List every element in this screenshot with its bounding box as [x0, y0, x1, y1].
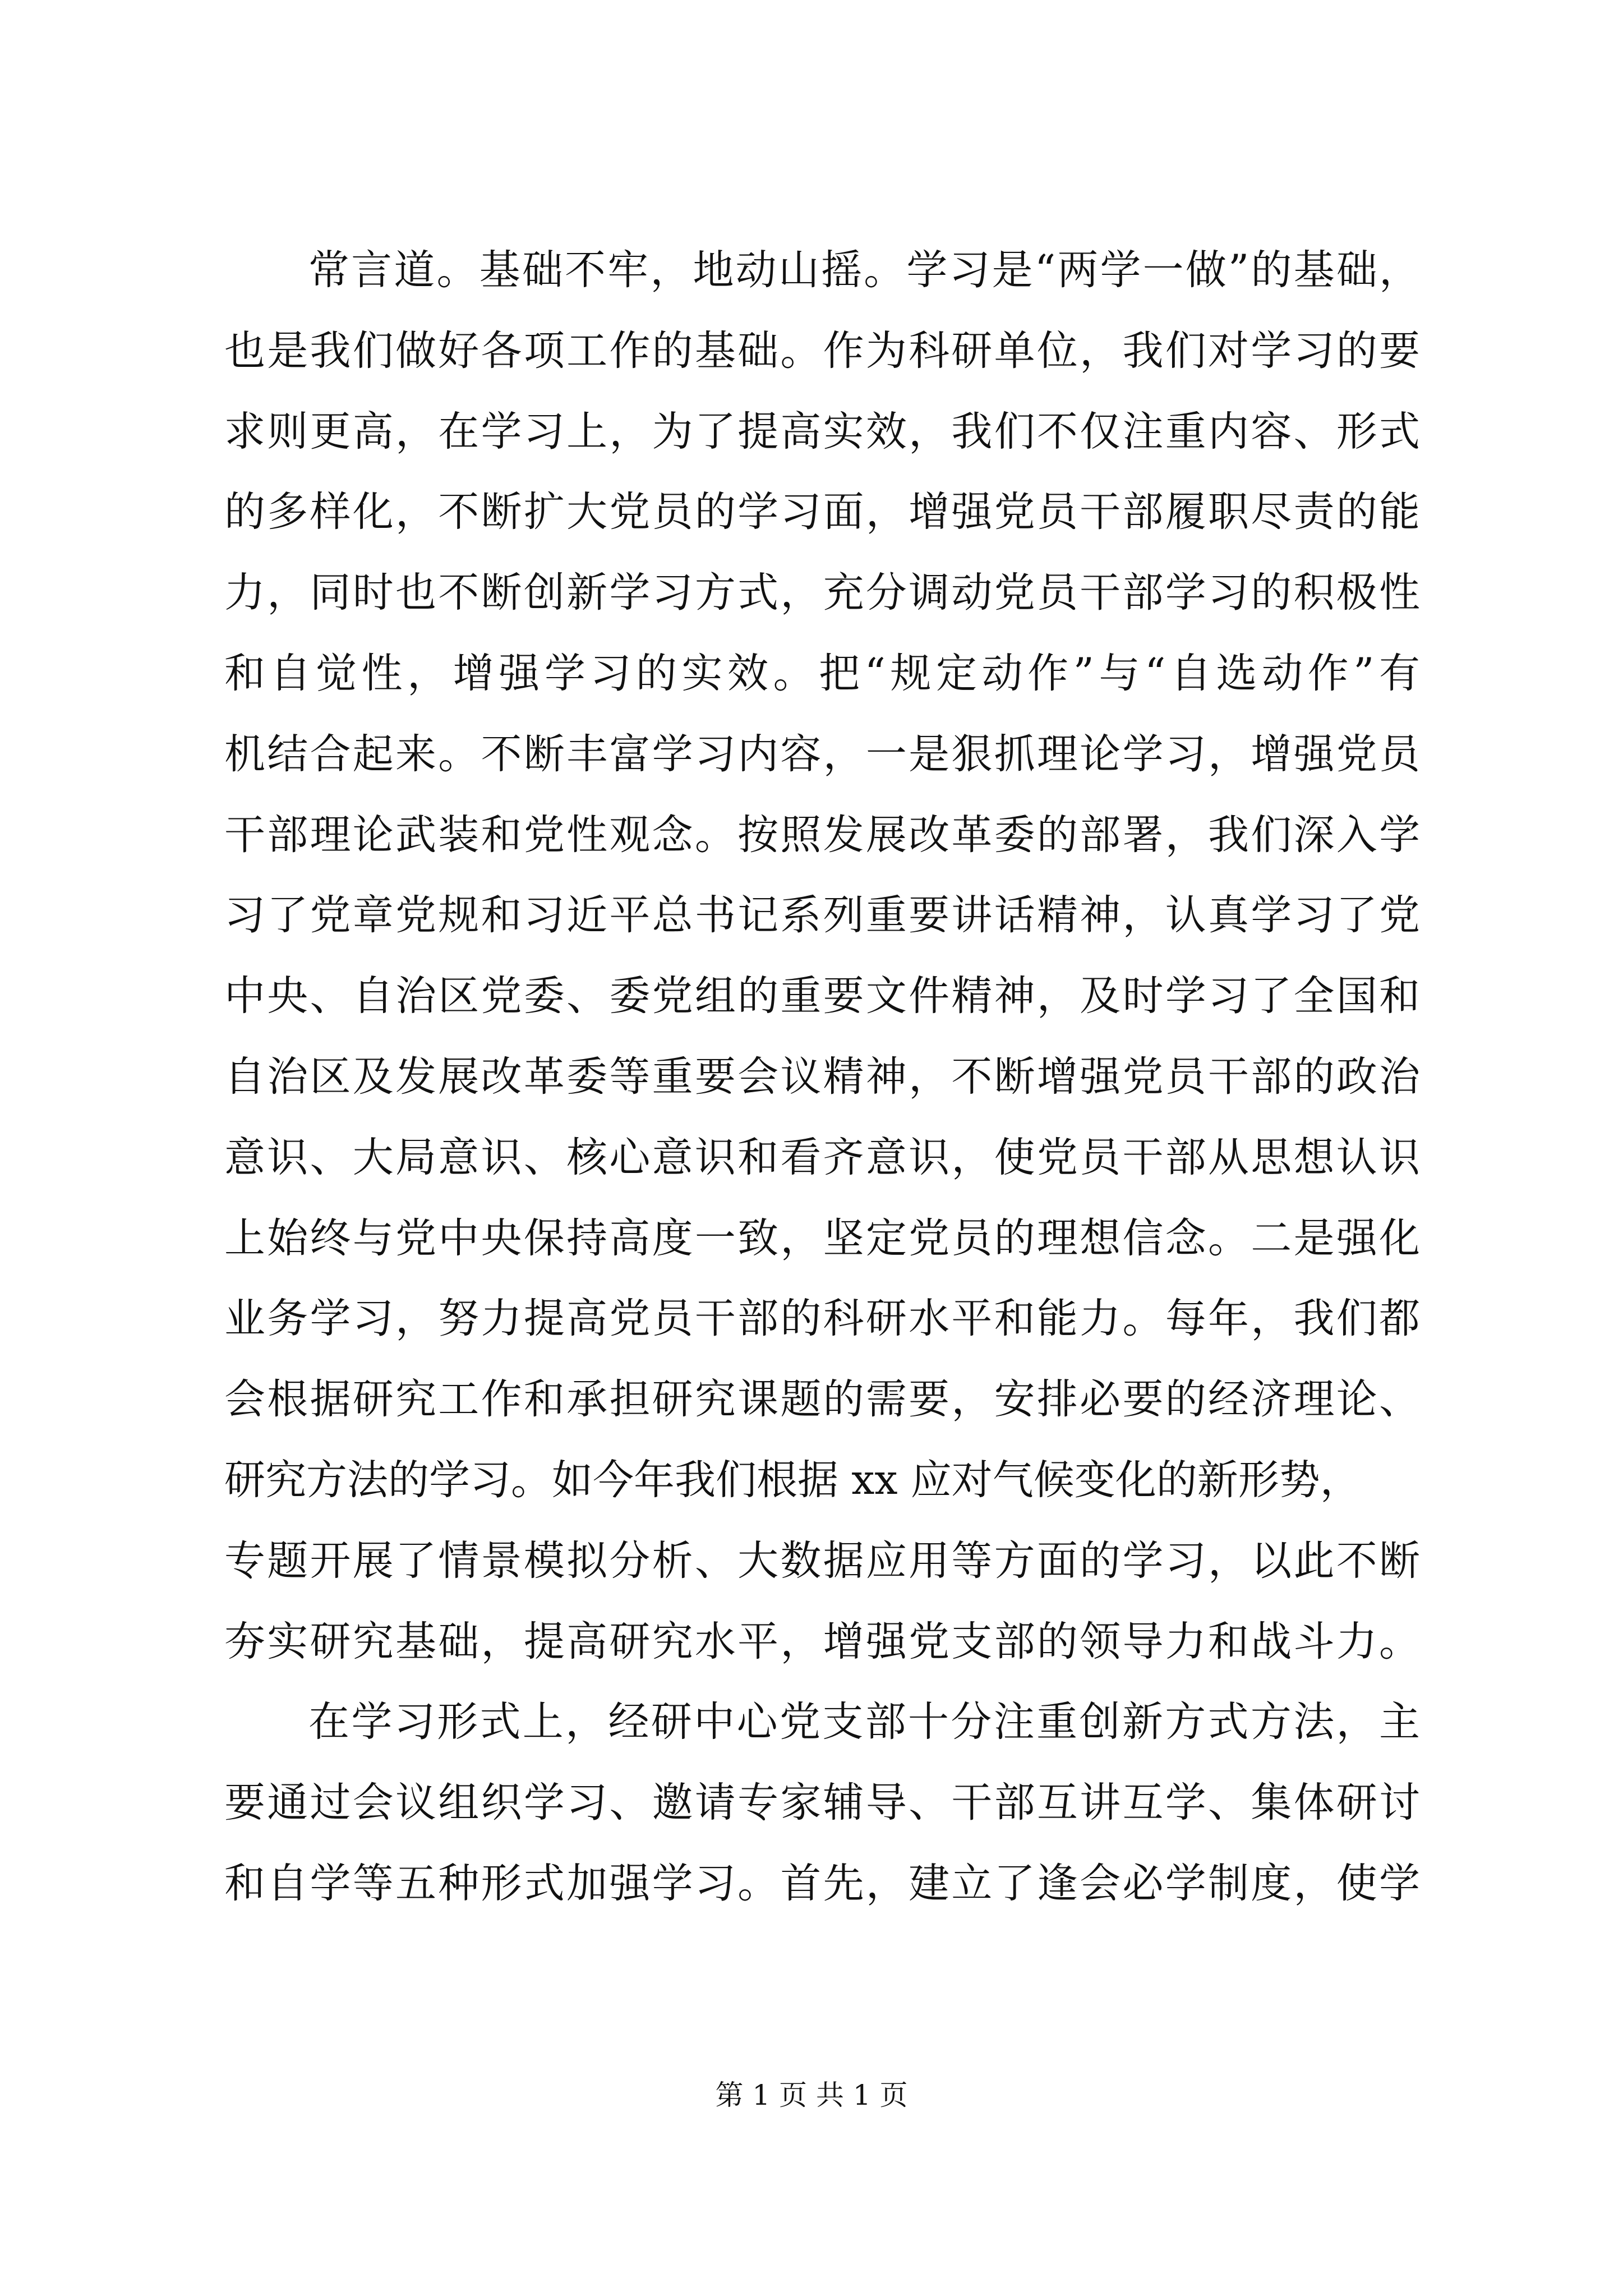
page-footer: 第 1 页 共 1 页 — [715, 2079, 908, 2111]
text-line: 夯实研究基础，提高研究水平，增强党支部的领导力和战斗力。 — [224, 1617, 1420, 1665]
text-line: 会根据研究工作和承担研究课题的需要，安排必要的经济理论、 — [224, 1375, 1420, 1424]
body-text — [224, 230, 1420, 1924]
text-line: 力，同时也不断创新学习方式，充分调动党员干部学习的积极性 — [224, 569, 1420, 617]
text-line: 意识、大局意识、核心意识和看齐意识，使党员干部从思想认识 — [224, 1133, 1420, 1181]
text-line: 常言道。基础不牢，地动山摇。学习是“两学一做”的基础， — [308, 246, 1420, 294]
text-line: 中央、自治区党委、委党组的重要文件精神，及时学习了全国和 — [224, 972, 1420, 1020]
text-line: 求则更高，在学习上，为了提高实效，我们不仅注重内容、形式 — [224, 407, 1420, 455]
text-line: 上始终与党中央保持高度一致，坚定党员的理想信念。二是强化 — [224, 1214, 1420, 1262]
text-line: 也是我们做好各项工作的基础。作为科研单位，我们对学习的要 — [224, 326, 1420, 375]
text-line: 和自学等五种形式加强学习。首先，建立了逢会必学制度，使学 — [224, 1859, 1420, 1907]
text-line: 要通过会议组织学习、邀请专家辅导、干部互讲互学、集体研讨 — [224, 1779, 1420, 1827]
text-line: 在学习形式上，经研中心党支部十分注重创新方式方法，主 — [308, 1698, 1420, 1746]
text-line: 研究方法的学习。如今年我们根据 xx 应对气候变化的新形势， — [224, 1456, 1361, 1504]
text-line: 习了党章党规和习近平总书记系列重要讲话精神，认真学习了党 — [224, 891, 1420, 940]
text-line: 的多样化，不断扩大党员的学习面，增强党员干部履职尽责的能 — [224, 488, 1420, 536]
text-line: 干部理论武装和党性观念。按照发展改革委的部署，我们深入学 — [224, 811, 1420, 859]
text-line: 机结合起来。不断丰富学习内容，一是狠抓理论学习，增强党员 — [224, 730, 1420, 778]
text-line: 和自觉性，增强学习的实效。把“规定动作”与“自选动作”有 — [224, 649, 1420, 697]
text-line: 业务学习，努力提高党员干部的科研水平和能力。每年，我们都 — [224, 1295, 1420, 1343]
text-line: 专题开展了情景模拟分析、大数据应用等方面的学习，以此不断 — [224, 1536, 1420, 1585]
text-line: 自治区及发展改革委等重要会议精神，不断增强党员干部的政治 — [224, 1052, 1420, 1101]
